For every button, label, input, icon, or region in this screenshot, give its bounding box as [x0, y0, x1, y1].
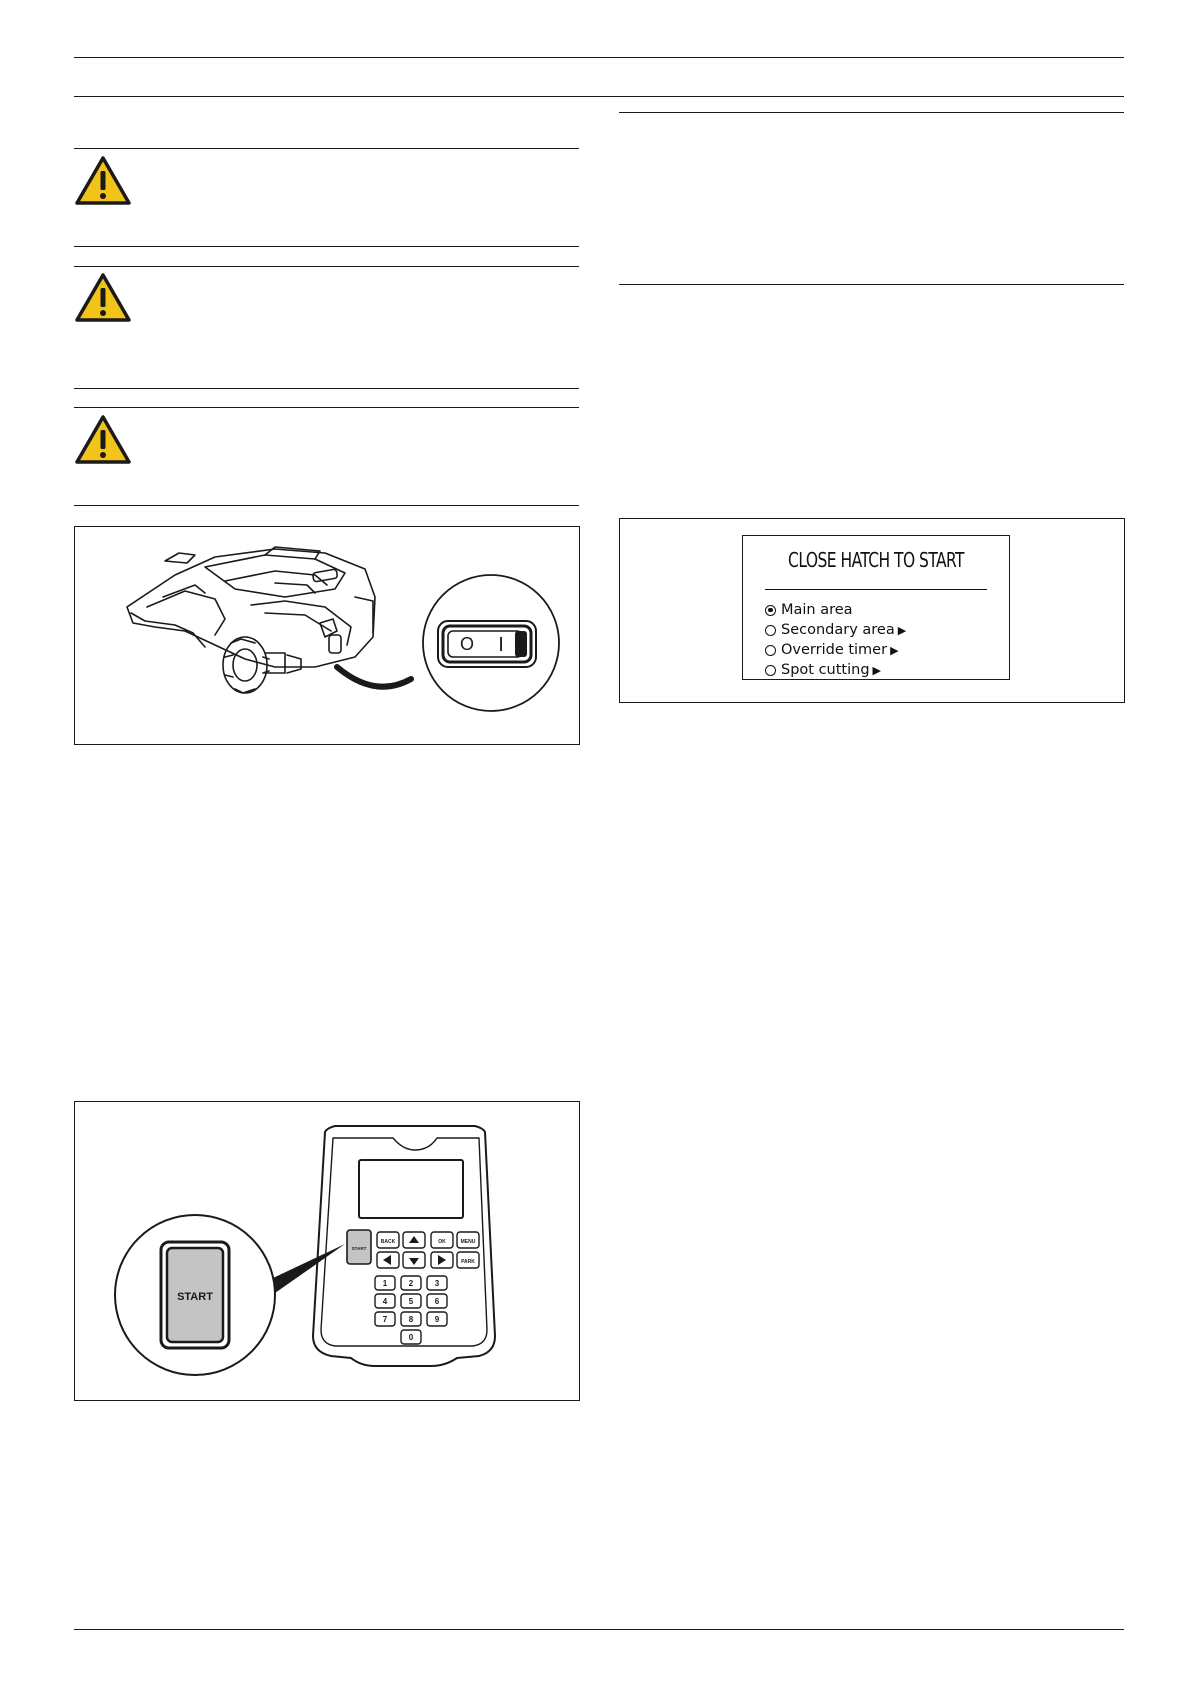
start-button-label: START: [177, 1291, 213, 1303]
right-rule-1: [619, 112, 1124, 113]
switch-off-mark: O: [459, 634, 475, 654]
header-rule-bottom: [74, 96, 1124, 97]
keypad-ok-label: OK: [438, 1239, 446, 1245]
radio-selected-icon: [765, 605, 776, 616]
warning-1-rule-bottom: [74, 246, 579, 247]
keypad-digit: 3: [434, 1279, 440, 1288]
radio-icon: [765, 625, 776, 636]
figure-mower-main-switch: [74, 526, 580, 745]
option-label: Override timer: [781, 642, 888, 658]
switch-on-mark: I: [498, 634, 504, 656]
keypad-digit: 7: [382, 1315, 388, 1324]
option-label: Spot cutting: [781, 662, 870, 678]
display-option-spot-cutting[interactable]: [765, 660, 881, 680]
submenu-arrow-icon: ▶: [890, 643, 899, 657]
right-rule-2: [619, 284, 1124, 285]
display-panel: [742, 535, 1010, 680]
figure-display-screen: [619, 518, 1125, 703]
keypad-back-label: BACK: [380, 1239, 396, 1245]
keypad-start-small-label: START: [351, 1246, 367, 1251]
keypad-illustration: [75, 1102, 579, 1400]
option-label: Secondary area: [781, 622, 895, 638]
mower-illustration: [75, 527, 579, 744]
radio-icon: [765, 665, 776, 676]
warning-triangle-icon: [74, 414, 132, 466]
warning-3-rule-bottom: [74, 505, 579, 506]
keypad-park-label: PARK: [461, 1259, 475, 1265]
footer-rule: [74, 1629, 1124, 1630]
keypad-digit: 9: [434, 1315, 440, 1324]
submenu-arrow-icon: ▶: [872, 663, 881, 677]
keypad-digit: 5: [408, 1297, 414, 1306]
keypad-digit: 0: [408, 1333, 414, 1342]
keypad-digit: 6: [434, 1297, 440, 1306]
warning-triangle-icon: [74, 272, 132, 324]
display-title: CLOSE HATCH TO START: [788, 548, 964, 572]
submenu-arrow-icon: ▶: [897, 623, 907, 637]
keypad-digit: 1: [382, 1279, 388, 1288]
keypad-digit: 2: [408, 1279, 414, 1288]
keypad-digit: 8: [408, 1315, 414, 1324]
display-divider: [765, 589, 987, 590]
header-rule-top: [74, 57, 1124, 58]
warning-triangle-icon: [74, 155, 132, 207]
keypad-menu-label: MENU: [460, 1239, 476, 1245]
warning-1-rule-top: [74, 148, 579, 149]
radio-icon: [765, 645, 776, 656]
figure-keypad-start: [74, 1101, 580, 1401]
option-label: Main area: [781, 602, 853, 618]
warning-2-rule-top: [74, 266, 579, 267]
keypad-digit: 4: [382, 1297, 388, 1306]
display-option-secondary-area[interactable]: [765, 620, 906, 640]
display-option-main-area[interactable]: [765, 600, 853, 620]
warning-3-rule-top: [74, 407, 579, 408]
display-option-override-timer[interactable]: [765, 640, 899, 660]
warning-2-rule-bottom: [74, 388, 579, 389]
